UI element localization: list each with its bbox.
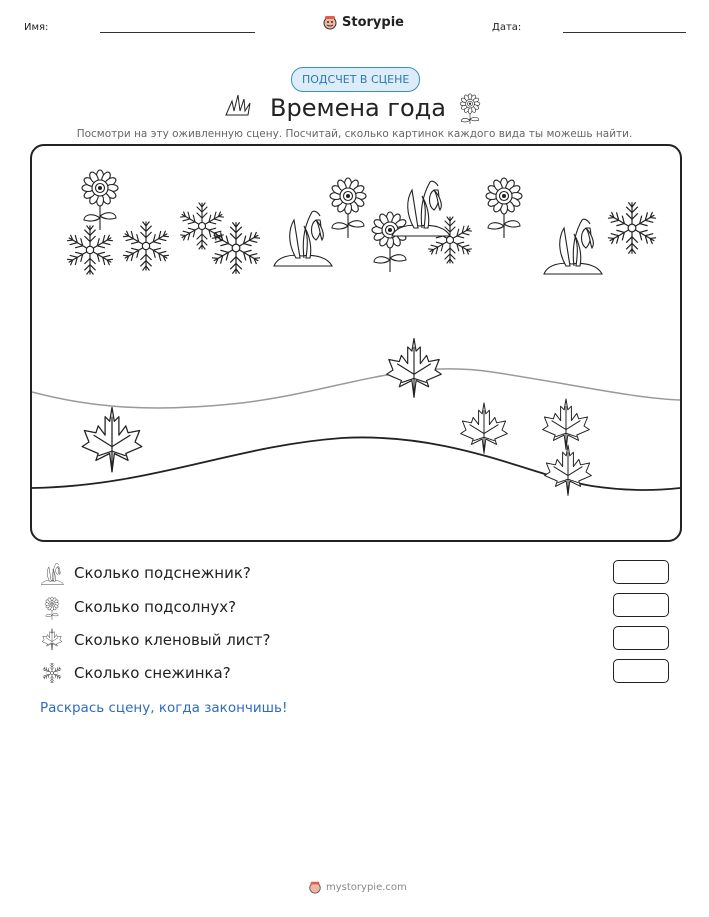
sunflower-icon bbox=[40, 594, 64, 620]
snowdrop-2 bbox=[392, 181, 450, 236]
name-label: Имя: bbox=[24, 22, 49, 33]
brand-name: Storypie bbox=[342, 14, 404, 30]
question-row-snowflake bbox=[40, 660, 231, 686]
question-row-maple-leaf bbox=[40, 627, 271, 653]
sunflower-4 bbox=[486, 178, 522, 238]
maple-leaf-5 bbox=[545, 445, 592, 495]
answer-box-sunflower[interactable] bbox=[613, 593, 669, 617]
storypie-mascot-icon bbox=[322, 14, 338, 30]
sunflower-3 bbox=[372, 212, 408, 272]
snowflake-2 bbox=[122, 222, 169, 270]
sunflower-1 bbox=[82, 170, 118, 230]
maple-leaf-3 bbox=[461, 403, 508, 453]
storypie-mascot-icon bbox=[308, 880, 322, 894]
maple-leaf-2 bbox=[387, 339, 442, 398]
snowdrop-icon bbox=[40, 560, 64, 586]
site-url: mystorypie.com bbox=[326, 881, 407, 893]
snowdrop-1 bbox=[274, 211, 332, 266]
grass-icon bbox=[224, 92, 252, 118]
site-footer bbox=[308, 880, 407, 894]
date-label: Дата: bbox=[492, 22, 522, 33]
question-text: Сколько кленовый лист? bbox=[74, 631, 271, 649]
question-text: Сколько подсолнух? bbox=[74, 598, 237, 616]
question-row-sunflower bbox=[40, 594, 236, 620]
sunflower-2 bbox=[330, 178, 366, 238]
maple-leaf-icon bbox=[40, 627, 64, 653]
snowdrop-3 bbox=[544, 219, 602, 274]
back-hill-line bbox=[32, 369, 680, 408]
flower-icon bbox=[457, 90, 483, 124]
question-row-snowdrop bbox=[40, 560, 251, 586]
answer-box-snowdrop[interactable] bbox=[613, 560, 669, 584]
name-field[interactable] bbox=[100, 32, 255, 33]
question-text: Сколько снежинка? bbox=[74, 664, 231, 682]
snowflake-icon bbox=[40, 660, 64, 686]
scene-frame bbox=[30, 144, 682, 542]
scene-illustration bbox=[32, 146, 680, 540]
answer-box-snowflake[interactable] bbox=[613, 659, 669, 683]
brand-logo bbox=[322, 14, 404, 30]
maple-leaf-4 bbox=[543, 399, 590, 449]
instructions: Посмотри на эту оживленную сцену. Посчитай, сколько картинок каждого вида ты можешь найти. bbox=[76, 128, 633, 140]
maple-leaf-1 bbox=[82, 408, 142, 472]
coloring-note: Раскрась сцену, когда закончишь! bbox=[40, 700, 288, 716]
snowflake-4 bbox=[211, 223, 260, 274]
page-title: Времена года bbox=[270, 94, 446, 122]
question-text: Сколько подснежник? bbox=[74, 564, 251, 582]
snowflake-6 bbox=[607, 203, 656, 254]
date-field[interactable] bbox=[563, 32, 686, 33]
answer-box-maple-leaf[interactable] bbox=[613, 626, 669, 650]
activity-tag: ПОДСЧЕТ В СЦЕНЕ bbox=[291, 67, 420, 92]
snowflake-1 bbox=[66, 226, 113, 274]
snowflake-5 bbox=[428, 217, 473, 263]
